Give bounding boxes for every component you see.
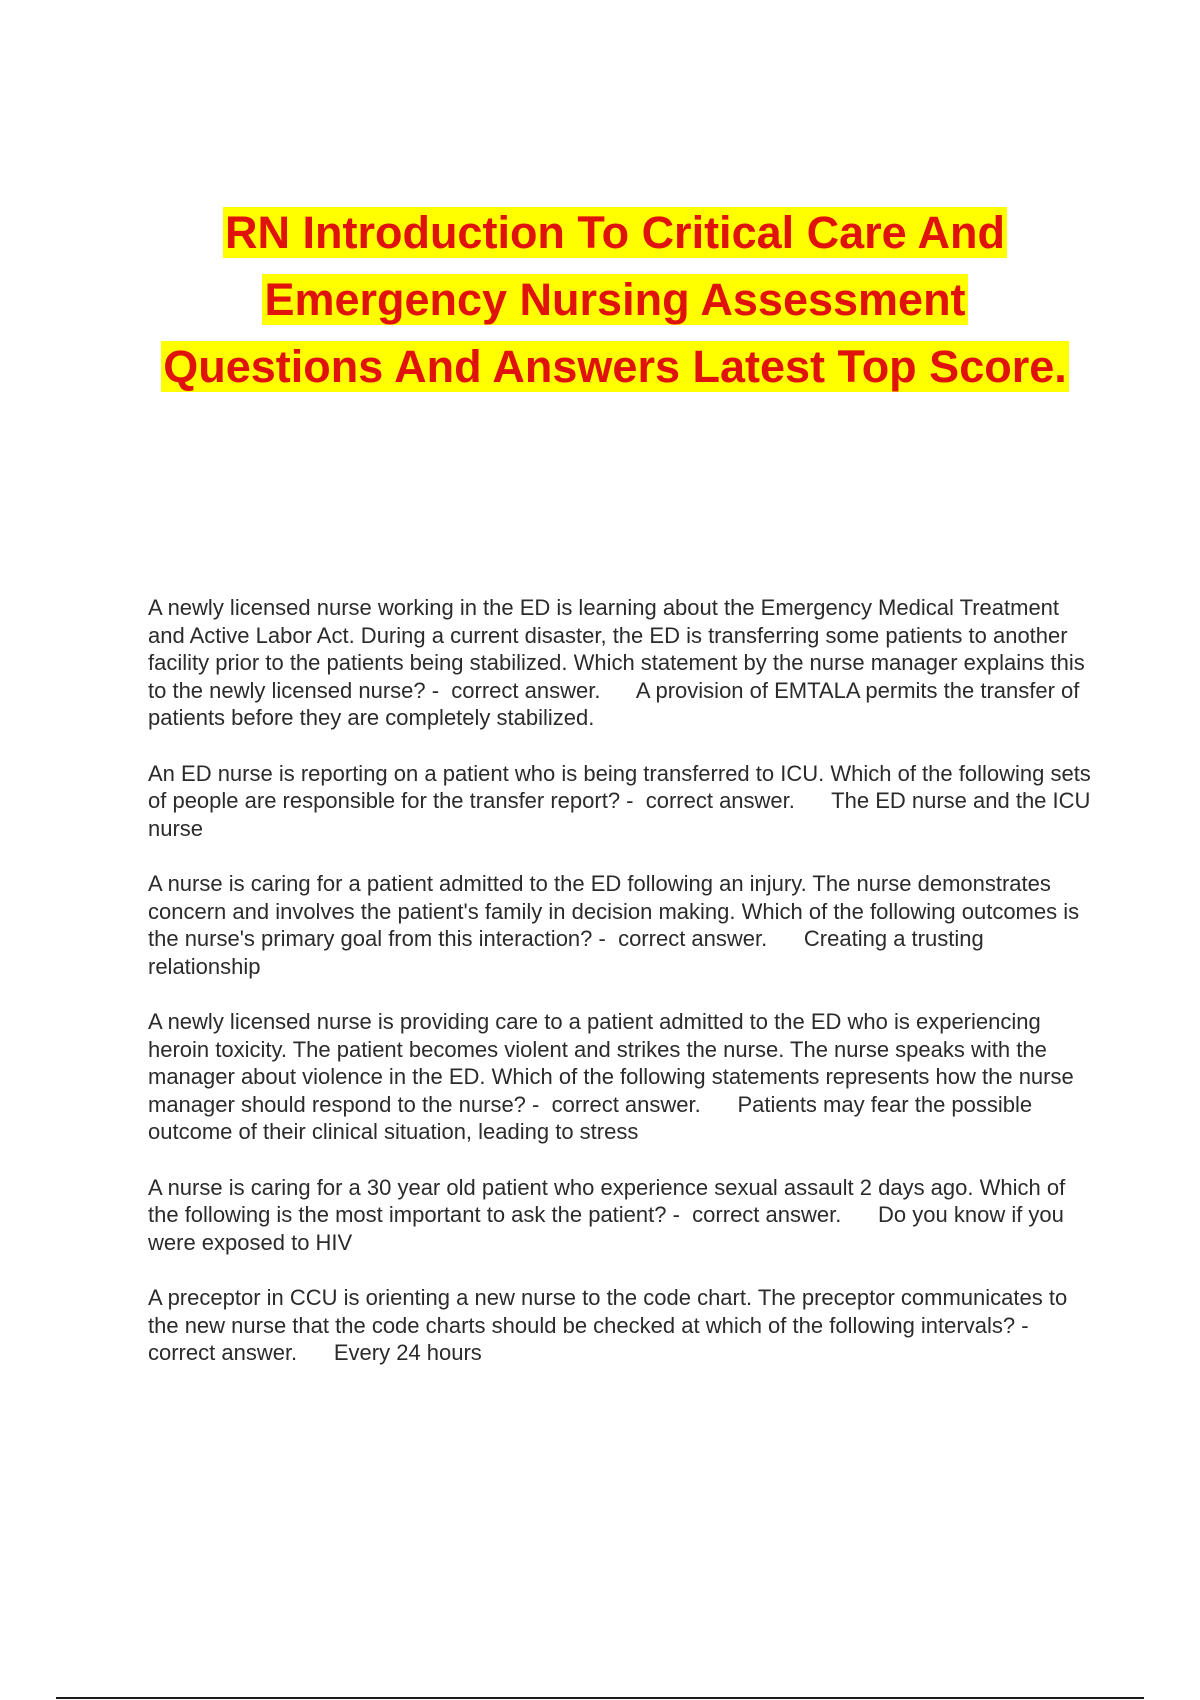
answer-text: A provision of EMTALA permits the transfer of patients before they are completely stabilized. [148,677,1086,730]
answer-text: Patients may fear the possible outcome of their clinical situation, leading to stress [148,1091,1039,1144]
qa-item [148,870,1093,980]
footer-divider [56,1697,1144,1699]
answer-marker: - correct answer. [148,1312,1041,1365]
question-text: A newly licensed nurse is providing care to a patient admitted to the ED who is experiencing heroin toxicity. The patient becomes violent and strikes the nurse. The nurse speaks with the manager about violence in the ED. Which of the following statements represents how the nurse manager should respond to the nurse? [148,1009,1080,1117]
answer-text: Do you know if you were exposed to HIV [148,1202,1071,1255]
answer-text: The ED nurse and the ICU nurse [148,788,1097,841]
document-title-text: RN Introduction To Critical Care And Emergency Nursing Assessment Questions And Answers Latest Top Score. [163,207,1067,392]
document-title [150,205,1080,406]
question-text: A newly licensed nurse working in the ED is learning about the Emergency Medical Treatment and Active Labor Act. During a current disaster, the ED is transferring some patients to another facility prior to the patients being stabilized. Which statement by the nurse manager explains this to the newly licensed nurse? [148,595,1091,703]
qa-item [148,1174,1093,1257]
answer-marker: - correct answer. [592,926,804,951]
answer-marker: - correct answer. [425,677,636,703]
question-text: An ED nurse is reporting on a patient who is being transferred to ICU. Which of the following sets of people are responsible for the transfer report? [148,760,1097,813]
answer-marker: - correct answer. [620,788,832,813]
qa-list [148,594,1097,1395]
answer-text: Every 24 hours [333,1340,482,1365]
question-text: A nurse is caring for a patient admitted to the ED following an injury. The nurse demonstrates concern and involves the patient's family in decision making. Which of the following outcomes is the nurse's primary goal from this interaction? [148,871,1086,951]
qa-item [148,760,1097,843]
question-text: A nurse is caring for a 30 year old patient who experience sexual assault 2 days ago. Which of the following is the most important to ask the patient? [148,1174,1072,1227]
answer-marker: - correct answer. [666,1202,879,1227]
qa-item [148,1284,1093,1367]
question-text: A preceptor in CCU is orienting a new nurse to the code chart. The preceptor communicates to the new nurse that the code charts should be checked at which of the following intervals? [148,1285,1074,1338]
answer-marker: - correct answer. [525,1091,738,1117]
qa-item [148,594,1093,732]
answer-text: Creating a trusting relationship [148,926,990,979]
qa-item [148,1008,1093,1146]
